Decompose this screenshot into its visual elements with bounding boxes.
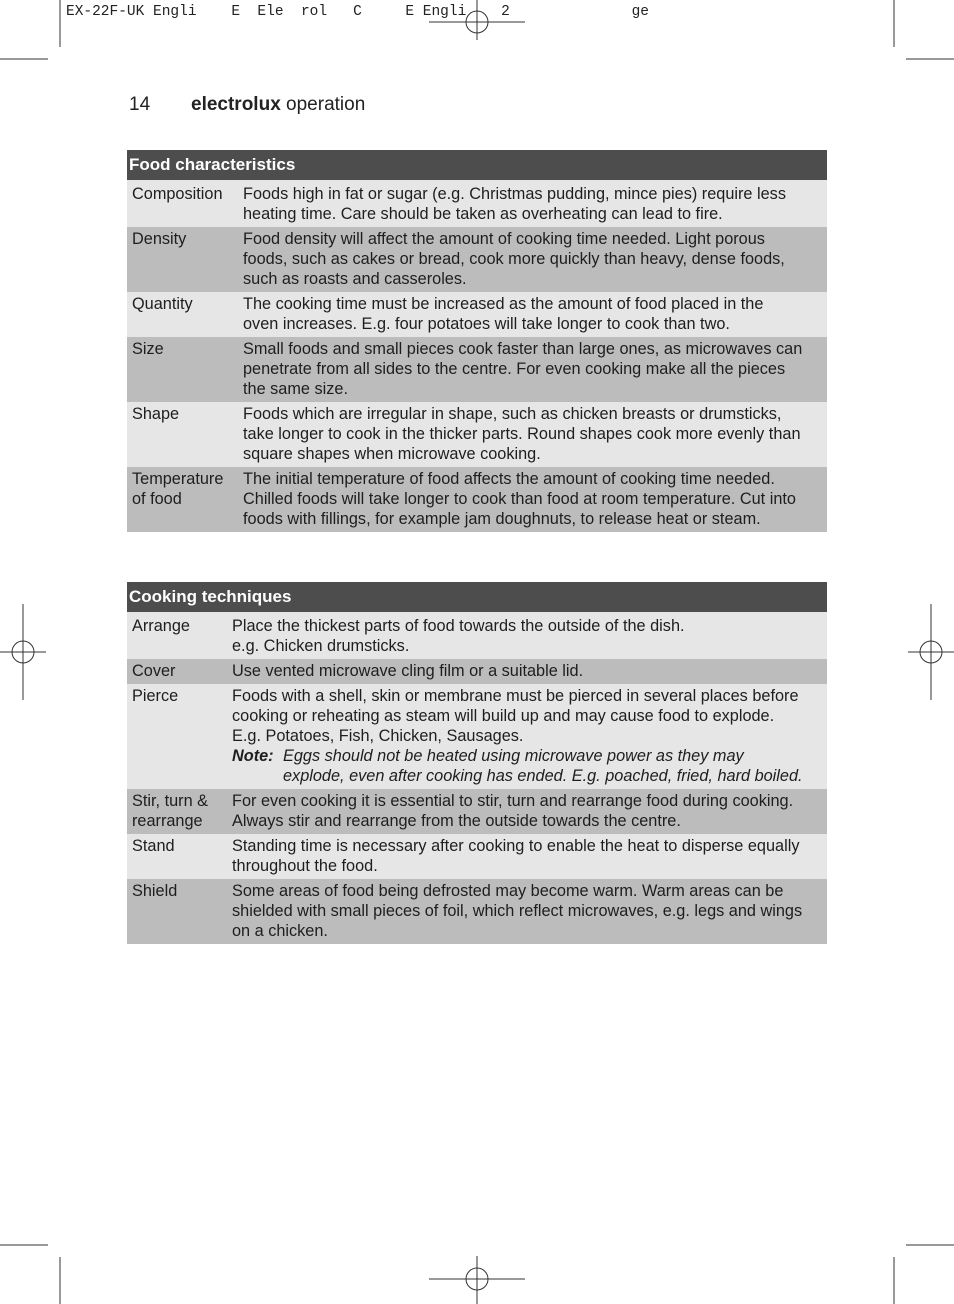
table-title: Food characteristics <box>127 150 827 180</box>
note <box>232 746 825 786</box>
row-description: Foods with a shell, skin or membrane must be pierced in several places before cooking or reheating as steam will build up and may cause food to explode. E.g. Potatoes, Fish, Chicken, Sausages. Note: Eggs should not be heated using microwave power as they may explode, even after cooking has ended. E.g. poached, fried, hard boiled. <box>232 684 827 789</box>
table-title: Cooking techniques <box>127 582 827 612</box>
table-row <box>127 879 827 944</box>
row-description: Foods which are irregular in shape, such as chicken breasts or drumsticks, take longer to cook in the thicker parts. Round shapes cook more evenly than square shapes when microwave cooking. <box>243 402 827 467</box>
row-term: Quantity <box>127 292 243 337</box>
row-term: Composition <box>127 182 243 227</box>
row-term: Shield <box>127 879 232 944</box>
table-row <box>127 337 827 402</box>
table-row <box>127 834 827 879</box>
table-row <box>127 227 827 292</box>
brand-name: electrolux <box>191 94 281 115</box>
print-slug: EX-22F-UK Engli E Ele rol C E Engli 2 ge <box>66 4 649 20</box>
row-term: Temperature of food <box>127 467 243 532</box>
cooking-techniques-table <box>127 582 827 944</box>
section-name: operation <box>286 94 366 115</box>
row-description: Place the thickest parts of food towards the outside of the dish. e.g. Chicken drumsticks. <box>232 614 827 659</box>
table-row <box>127 182 827 227</box>
table-row <box>127 789 827 834</box>
table-row <box>127 614 827 659</box>
table-row <box>127 292 827 337</box>
row-term: Size <box>127 337 243 402</box>
row-description: The initial temperature of food affects the amount of cooking time needed. Chilled foods will take longer to cook than food at room temperature. Cut into foods with fillings, for example jam doughnuts, to release heat or steam. <box>243 467 827 532</box>
row-description: The cooking time must be increased as the amount of food placed in the oven increases. E.g. four potatoes will take longer to cook than two. <box>243 292 827 337</box>
row-description: Food density will affect the amount of cooking time needed. Light porous foods, such as cakes or bread, cook more quickly than heavy, dense foods, such as roasts and casseroles. <box>243 227 827 292</box>
page-number: 14 <box>129 94 151 115</box>
row-description: Some areas of food being defrosted may become warm. Warm areas can be shielded with small pieces of foil, which reflect microwaves, e.g. legs and wings on a chicken. <box>232 879 827 944</box>
table-row <box>127 402 827 467</box>
table-row <box>127 467 827 532</box>
table-row <box>127 684 827 789</box>
row-term: Density <box>127 227 243 292</box>
row-term: Cover <box>127 659 232 684</box>
row-term: Pierce <box>127 684 232 789</box>
note-label: Note: <box>232 747 274 765</box>
row-description: For even cooking it is essential to stir, turn and rearrange food during cooking. Always stir and rearrange from the outside towards the centre. <box>232 789 827 834</box>
page-header <box>129 94 365 116</box>
row-term: Arrange <box>127 614 232 659</box>
row-description: Standing time is necessary after cooking to enable the heat to disperse equally throughout the food. <box>232 834 827 879</box>
row-description: Foods high in fat or sugar (e.g. Christmas pudding, mince pies) require less heating time. Care should be taken as overheating can lead to fire. <box>243 182 827 227</box>
food-characteristics-table <box>127 150 827 532</box>
row-description: Small foods and small pieces cook faster than large ones, as microwaves can penetrate from all sides to the centre. For even cooking make all the pieces the same size. <box>243 337 827 402</box>
row-term: Stand <box>127 834 232 879</box>
table-row <box>127 659 827 684</box>
row-description: Use vented microwave cling film or a suitable lid. <box>232 659 827 684</box>
row-term: Stir, turn & rearrange <box>127 789 232 834</box>
note-text: Eggs should not be heated using microwave power as they may explode, even after cooking has ended. E.g. poached, fried, hard boiled. <box>283 747 803 785</box>
row-term: Shape <box>127 402 243 467</box>
